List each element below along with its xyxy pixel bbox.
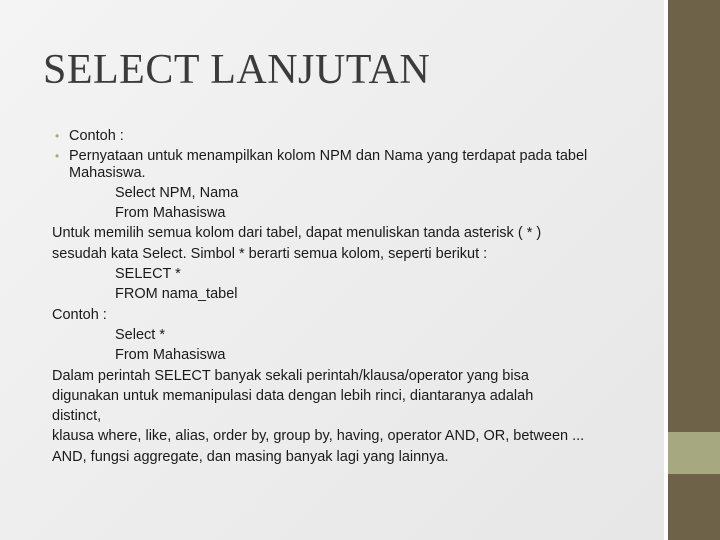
bullet-continuation: Mahasiswa. xyxy=(69,164,146,181)
bullet-text: Contoh : xyxy=(69,128,124,144)
body-line: sesudah kata Select. Simbol * berarti semua kolom, seperti berikut : xyxy=(52,245,488,262)
body-line: AND, fungsi aggregate, dan masing banyak lagi yang lainnya. xyxy=(52,448,449,465)
body-line: distinct, xyxy=(52,408,102,425)
body-line: Dalam perintah SELECT banyak sekali perintah/klausa/operator yang bisa xyxy=(52,367,529,384)
bullet-dot-icon: • xyxy=(55,149,60,164)
body-line: Contoh : xyxy=(52,306,107,323)
bullet-dot-icon: • xyxy=(55,129,60,143)
code-line: SELECT * xyxy=(115,266,181,283)
code-line: From Mahasiswa xyxy=(115,347,226,364)
bullet-text: Pernyataan untuk menampilkan kolom NPM dan Nama yang terdapat pada tabel xyxy=(69,148,588,165)
code-line: From Mahasiswa xyxy=(115,205,226,222)
body-line: klausa where, like, alias, order by, group by, having, operator AND, OR, between ... xyxy=(52,428,585,445)
body-line: digunakan untuk memanipulasi data dengan lebih rinci, diantaranya adalah xyxy=(52,387,534,404)
bullet-item xyxy=(52,146,652,166)
code-line: FROM nama_tabel xyxy=(115,286,238,303)
code-line: Select NPM, Nama xyxy=(115,184,239,201)
slide-title: SELECT LANJUTAN xyxy=(43,47,431,93)
slide-body xyxy=(52,126,652,467)
right-stripe-accent-block xyxy=(668,432,720,474)
code-line: Select * xyxy=(115,326,165,343)
bullet-item xyxy=(52,126,652,146)
body-line: Untuk memilih semua kolom dari tabel, dapat menuliskan tanda asterisk ( * ) xyxy=(52,225,542,242)
